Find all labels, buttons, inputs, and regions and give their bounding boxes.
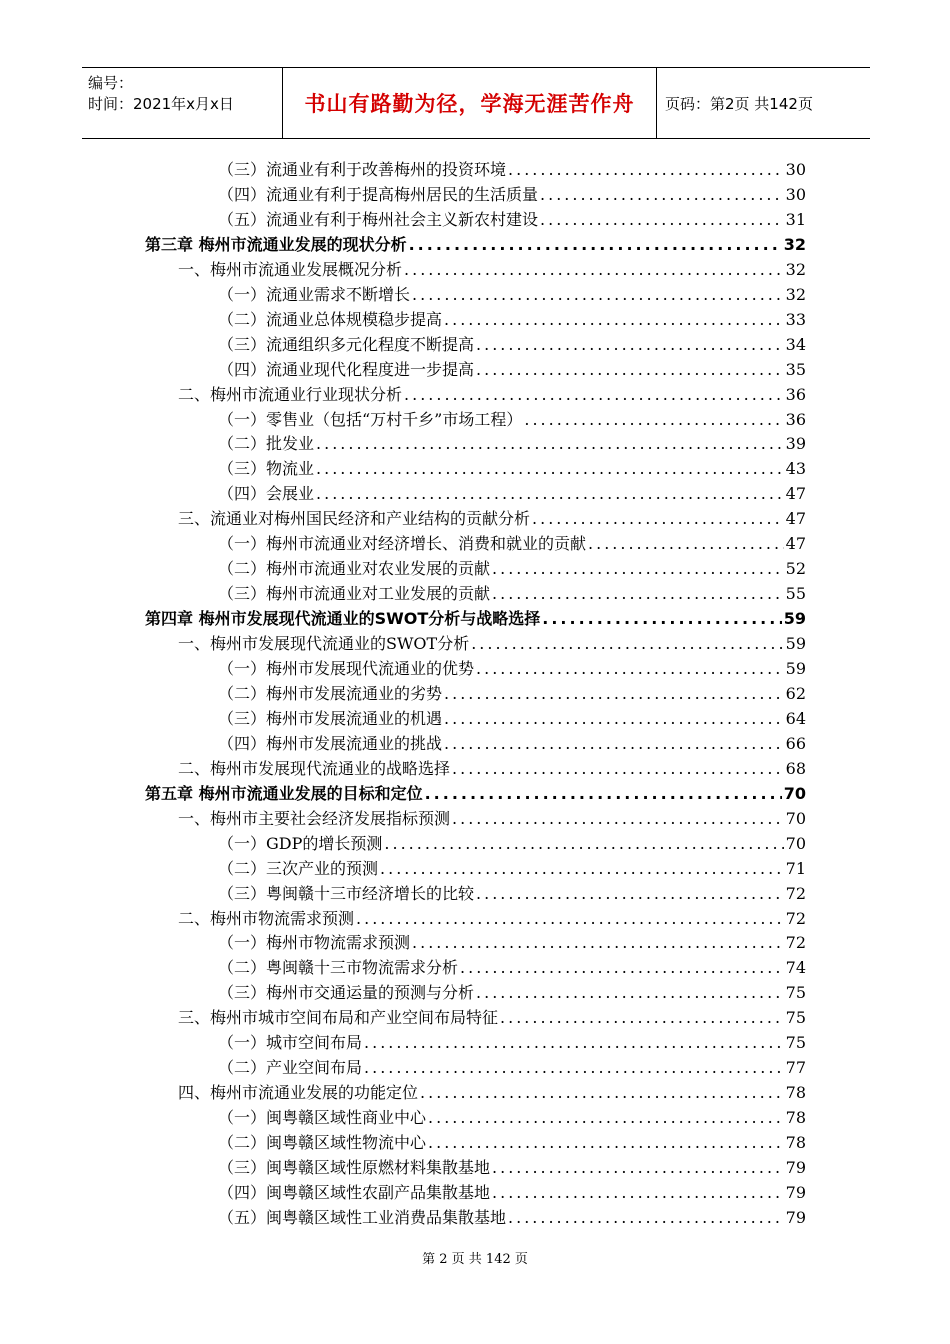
toc-page-number: 70 bbox=[785, 834, 806, 853]
toc-leader-dots bbox=[542, 606, 781, 631]
toc-section-entry[interactable] bbox=[178, 1080, 806, 1105]
toc-entry-title: （二）梅州市流通业对农业发展的贡献 bbox=[218, 559, 491, 578]
toc-subsection-entry[interactable] bbox=[218, 282, 806, 307]
toc-page-number: 33 bbox=[785, 310, 806, 329]
toc-subsection-entry[interactable] bbox=[218, 332, 806, 357]
toc-subsection-entry[interactable] bbox=[218, 1130, 806, 1155]
toc-subsection-entry[interactable] bbox=[218, 1030, 806, 1055]
toc-leader-dots bbox=[316, 481, 784, 506]
toc-entry-title: （三）流通业有利于改善梅州的投资环境 bbox=[218, 160, 507, 179]
toc-subsection-entry[interactable] bbox=[218, 431, 806, 456]
toc-entry-title: 第三章 梅州市流通业发展的现状分析 bbox=[145, 235, 407, 254]
toc-subsection-entry[interactable] bbox=[218, 1205, 806, 1230]
toc-page-number: 72 bbox=[785, 933, 806, 952]
toc-subsection-entry[interactable] bbox=[218, 531, 806, 556]
toc-page-number: 30 bbox=[785, 185, 806, 204]
toc-subsection-entry[interactable] bbox=[218, 207, 806, 232]
toc-leader-dots bbox=[444, 307, 784, 332]
page-header bbox=[82, 67, 870, 139]
toc-leader-dots bbox=[452, 756, 784, 781]
toc-entry-title: 三、梅州市城市空间布局和产业空间布局特征 bbox=[178, 1008, 499, 1027]
toc-entry-title: （二）三次产业的预测 bbox=[218, 859, 379, 878]
toc-section-entry[interactable] bbox=[178, 382, 806, 407]
toc-subsection-entry[interactable] bbox=[218, 1055, 806, 1080]
toc-leader-dots bbox=[404, 257, 784, 282]
toc-entry-title: （三）粤闽赣十三市经济增长的比较 bbox=[218, 884, 475, 903]
toc-page-number: 78 bbox=[785, 1083, 806, 1102]
toc-entry-title: （一）城市空间布局 bbox=[218, 1033, 363, 1052]
header-divider bbox=[656, 68, 657, 138]
toc-leader-dots bbox=[425, 781, 782, 806]
toc-leader-dots bbox=[452, 806, 784, 831]
toc-subsection-entry[interactable] bbox=[218, 656, 806, 681]
toc-leader-dots bbox=[508, 1205, 784, 1230]
toc-subsection-entry[interactable] bbox=[218, 831, 806, 856]
toc-subsection-entry[interactable] bbox=[218, 357, 806, 382]
toc-leader-dots bbox=[476, 980, 784, 1005]
toc-leader-dots bbox=[356, 906, 784, 931]
toc-entry-title: （三）梅州市发展流通业的机遇 bbox=[218, 709, 443, 728]
toc-page-number: 79 bbox=[785, 1208, 806, 1227]
toc-page-number: 77 bbox=[785, 1058, 806, 1077]
toc-leader-dots bbox=[492, 1180, 784, 1205]
toc-page-number: 31 bbox=[785, 210, 806, 229]
toc-page-number: 78 bbox=[785, 1108, 806, 1127]
toc-subsection-entry[interactable] bbox=[218, 1105, 806, 1130]
toc-chapter-entry[interactable] bbox=[145, 606, 806, 631]
toc-leader-dots bbox=[476, 332, 784, 357]
toc-subsection-entry[interactable] bbox=[218, 1180, 806, 1205]
toc-section-entry[interactable] bbox=[178, 906, 806, 931]
toc-entry-title: 二、梅州市物流需求预测 bbox=[178, 909, 355, 928]
toc-entry-title: （三）闽粤赣区域性原燃材料集散基地 bbox=[218, 1158, 491, 1177]
header-meta bbox=[88, 73, 234, 115]
toc-entry-title: （四）闽粤赣区域性农副产品集散基地 bbox=[218, 1183, 491, 1202]
toc-leader-dots bbox=[540, 207, 784, 232]
toc-leader-dots bbox=[404, 382, 784, 407]
toc-section-entry[interactable] bbox=[178, 631, 806, 656]
toc-leader-dots bbox=[428, 1105, 784, 1130]
toc-subsection-entry[interactable] bbox=[218, 407, 806, 432]
toc-page-number: 75 bbox=[785, 1008, 806, 1027]
toc-leader-dots bbox=[316, 431, 784, 456]
toc-entry-title: 第五章 梅州市流通业发展的目标和定位 bbox=[145, 784, 423, 803]
toc-page-number: 32 bbox=[785, 285, 806, 304]
toc-subsection-entry[interactable] bbox=[218, 856, 806, 881]
toc-subsection-entry[interactable] bbox=[218, 182, 806, 207]
toc-entry-title: （四）流通业现代化程度进一步提高 bbox=[218, 360, 475, 379]
toc-entry-title: （五）闽粤赣区域性工业消费品集散基地 bbox=[218, 1208, 507, 1227]
toc-entry-title: （四）会展业 bbox=[218, 484, 315, 503]
toc-leader-dots bbox=[492, 1155, 784, 1180]
toc-page-number: 75 bbox=[785, 983, 806, 1002]
toc-page-number: 30 bbox=[785, 160, 806, 179]
header-motto: 书山有路勤为径，学海无涯苦作舟 bbox=[304, 92, 635, 116]
toc-subsection-entry[interactable] bbox=[218, 556, 806, 581]
toc-entry-title: 二、梅州市发展现代流通业的战略选择 bbox=[178, 759, 451, 778]
toc-entry-title: （三）梅州市交通运量的预测与分析 bbox=[218, 983, 475, 1002]
toc-entry-title: （四）流通业有利于提高梅州居民的生活质量 bbox=[218, 185, 539, 204]
toc-leader-dots bbox=[471, 631, 783, 656]
toc-page-number: 64 bbox=[785, 709, 806, 728]
toc-subsection-entry[interactable] bbox=[218, 706, 806, 731]
toc-subsection-entry[interactable] bbox=[218, 481, 806, 506]
toc-entry-title: （二）闽粤赣区域性物流中心 bbox=[218, 1133, 427, 1152]
toc-leader-dots bbox=[500, 1005, 784, 1030]
toc-page-number: 34 bbox=[785, 335, 806, 354]
header-page-info: 页码：第2页 共142页 bbox=[665, 94, 813, 113]
toc-leader-dots bbox=[384, 831, 783, 856]
toc-leader-dots bbox=[444, 681, 784, 706]
toc-page-number: 72 bbox=[785, 884, 806, 903]
toc-page-number: 43 bbox=[785, 459, 806, 478]
toc-entry-title: 一、梅州市主要社会经济发展指标预测 bbox=[178, 809, 451, 828]
toc-entry-title: （三）流通组织多元化程度不断提高 bbox=[218, 335, 475, 354]
toc-entry-title: 二、梅州市流通业行业现状分析 bbox=[178, 385, 403, 404]
toc-page-number: 52 bbox=[785, 559, 806, 578]
toc-page-number: 75 bbox=[785, 1033, 806, 1052]
toc-leader-dots bbox=[540, 182, 784, 207]
toc-subsection-entry[interactable] bbox=[218, 681, 806, 706]
toc-subsection-entry[interactable] bbox=[218, 980, 806, 1005]
toc-leader-dots bbox=[428, 1130, 784, 1155]
toc-leader-dots bbox=[412, 282, 784, 307]
toc-section-entry[interactable] bbox=[178, 1005, 806, 1030]
toc-entry-title: （四）梅州市发展流通业的挑战 bbox=[218, 734, 443, 753]
toc-page-number: 35 bbox=[785, 360, 806, 379]
toc-page-number: 59 bbox=[785, 659, 806, 678]
toc-leader-dots bbox=[492, 556, 784, 581]
toc-leader-dots bbox=[364, 1030, 784, 1055]
toc-leader-dots bbox=[476, 881, 784, 906]
toc-entry-title: （一）梅州市发展现代流通业的优势 bbox=[218, 659, 475, 678]
toc-page-number: 47 bbox=[785, 484, 806, 503]
toc-page-number: 36 bbox=[785, 385, 806, 404]
toc-entry-title: （三）梅州市流通业对工业发展的贡献 bbox=[218, 584, 491, 603]
toc-entry-title: 四、梅州市流通业发展的功能定位 bbox=[178, 1083, 419, 1102]
toc-page-number: 47 bbox=[785, 534, 806, 553]
header-number-label: 编号： bbox=[88, 74, 134, 92]
toc-page-number: 32 bbox=[783, 235, 806, 254]
toc-page-number: 70 bbox=[783, 784, 806, 803]
toc-entry-title: （二）流通业总体规模稳步提高 bbox=[218, 310, 443, 329]
toc-entry-title: （一）闽粤赣区域性商业中心 bbox=[218, 1108, 427, 1127]
toc-page-number: 59 bbox=[783, 609, 806, 628]
toc-subsection-entry[interactable] bbox=[218, 1155, 806, 1180]
toc-page-number: 47 bbox=[785, 509, 806, 528]
toc-section-entry[interactable] bbox=[178, 756, 806, 781]
toc-leader-dots bbox=[380, 856, 784, 881]
toc-leader-dots bbox=[444, 731, 784, 756]
toc-leader-dots bbox=[508, 157, 784, 182]
header-time-label: 时间：2021年x月x日 bbox=[88, 95, 234, 113]
toc-entry-title: （二）批发业 bbox=[218, 434, 315, 453]
toc-section-entry[interactable] bbox=[178, 506, 806, 531]
toc-leader-dots bbox=[476, 656, 784, 681]
toc-page-number: 71 bbox=[785, 859, 806, 878]
toc-leader-dots bbox=[460, 955, 784, 980]
toc-page-number: 55 bbox=[785, 584, 806, 603]
toc-page-number: 62 bbox=[785, 684, 806, 703]
page-footer: 第 2 页 共 142 页 bbox=[422, 1252, 528, 1267]
toc-page-number: 79 bbox=[785, 1158, 806, 1177]
toc-subsection-entry[interactable] bbox=[218, 881, 806, 906]
toc-page-number: 79 bbox=[785, 1183, 806, 1202]
toc-entry-title: （二）梅州市发展流通业的劣势 bbox=[218, 684, 443, 703]
toc-page-number: 59 bbox=[785, 634, 806, 653]
toc-entry-title: （一）流通业需求不断增长 bbox=[218, 285, 411, 304]
toc-leader-dots bbox=[588, 531, 784, 556]
toc-leader-dots bbox=[532, 506, 784, 531]
toc-subsection-entry[interactable] bbox=[218, 581, 806, 606]
toc-page-number: 74 bbox=[785, 958, 806, 977]
toc-entry-title: （三）物流业 bbox=[218, 459, 315, 478]
toc-subsection-entry[interactable] bbox=[218, 930, 806, 955]
toc-entry-title: 一、梅州市流通业发展概况分析 bbox=[178, 260, 403, 279]
toc-chapter-entry[interactable] bbox=[145, 781, 806, 806]
toc-chapter-entry[interactable] bbox=[145, 232, 806, 257]
toc-subsection-entry[interactable] bbox=[218, 955, 806, 980]
toc-entry-title: （一）梅州市流通业对经济增长、消费和就业的贡献 bbox=[218, 534, 587, 553]
toc-entry-title: （一）GDP的增长预测 bbox=[218, 834, 383, 853]
toc-leader-dots bbox=[412, 930, 784, 955]
toc-page-number: 70 bbox=[785, 809, 806, 828]
toc-leader-dots bbox=[316, 456, 784, 481]
toc-leader-dots bbox=[420, 1080, 784, 1105]
toc-section-entry[interactable] bbox=[178, 257, 806, 282]
toc-entry-title: （二）粤闽赣十三市物流需求分析 bbox=[218, 958, 459, 977]
toc-subsection-entry[interactable] bbox=[218, 456, 806, 481]
toc-entry-title: 三、流通业对梅州国民经济和产业结构的贡献分析 bbox=[178, 509, 531, 528]
toc-leader-dots bbox=[524, 407, 783, 432]
toc-entry-title: 第四章 梅州市发展现代流通业的SWOT分析与战略选择 bbox=[145, 609, 541, 628]
toc-entry-title: （一）梅州市物流需求预测 bbox=[218, 933, 411, 952]
toc-page-number: 68 bbox=[785, 759, 806, 778]
toc-entry-title: （一）零售业（包括“万村千乡”市场工程） bbox=[218, 410, 523, 429]
toc-page-number: 39 bbox=[785, 434, 806, 453]
toc-leader-dots bbox=[409, 232, 782, 257]
toc-page-number: 78 bbox=[785, 1133, 806, 1152]
toc-page-number: 72 bbox=[785, 909, 806, 928]
toc-entry-title: 一、梅州市发展现代流通业的SWOT分析 bbox=[178, 634, 470, 653]
toc-leader-dots bbox=[476, 357, 784, 382]
toc-section-entry[interactable] bbox=[178, 806, 806, 831]
toc-leader-dots bbox=[444, 706, 784, 731]
toc-page-number: 32 bbox=[785, 260, 806, 279]
toc-leader-dots bbox=[364, 1055, 784, 1080]
toc-page-number: 36 bbox=[785, 410, 806, 429]
toc-entry-title: （二）产业空间布局 bbox=[218, 1058, 363, 1077]
toc-page-number: 66 bbox=[785, 734, 806, 753]
toc-entry-title: （五）流通业有利于梅州社会主义新农村建设 bbox=[218, 210, 539, 229]
toc-leader-dots bbox=[492, 581, 784, 606]
toc-subsection-entry[interactable] bbox=[218, 157, 806, 182]
toc-subsection-entry[interactable] bbox=[218, 307, 806, 332]
toc-subsection-entry[interactable] bbox=[218, 731, 806, 756]
